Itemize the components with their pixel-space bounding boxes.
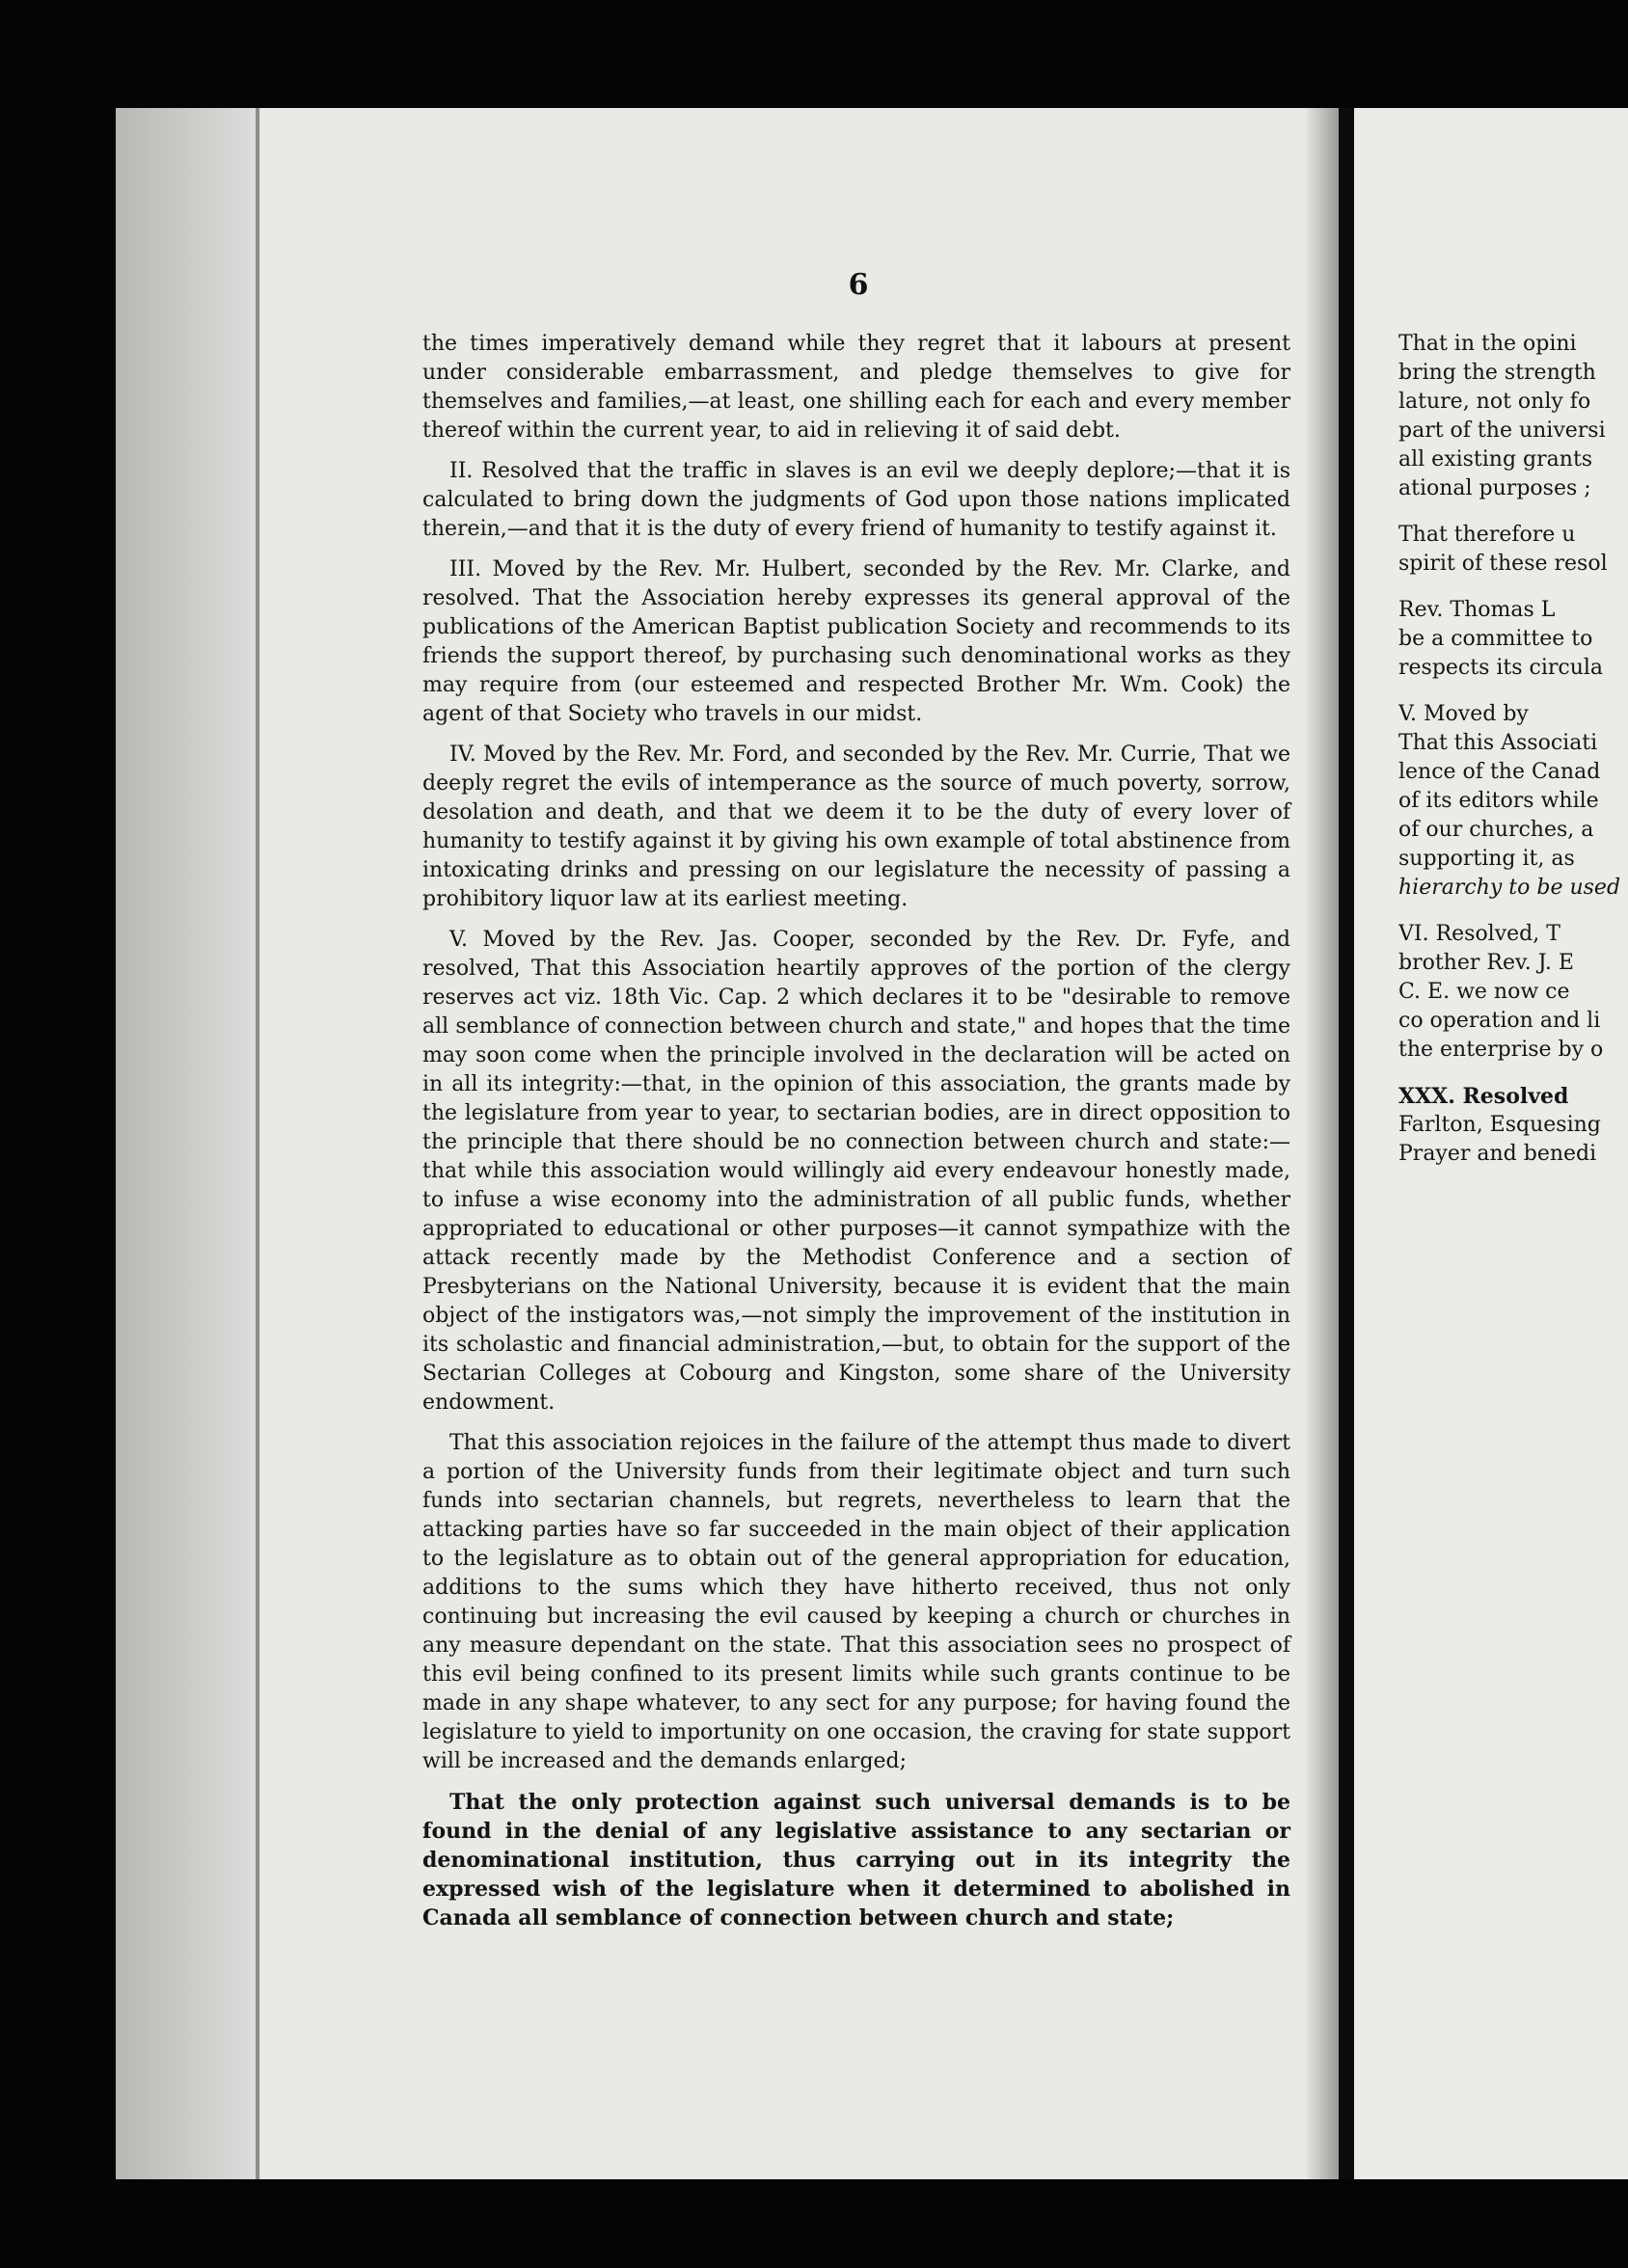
right-line: the enterprise by o <box>1398 1038 1604 1062</box>
page-number: 6 <box>848 268 869 302</box>
right-line: ational purposes ; <box>1398 476 1591 500</box>
main-text-column <box>422 330 1290 1944</box>
right-line: V. Moved by <box>1398 702 1529 726</box>
right-line: bring the strength <box>1398 361 1596 385</box>
right-line: brother Rev. J. E <box>1398 951 1574 975</box>
paragraph-protection: That the only protection against such universal demands is to be found in the denial of any legislative assistance to any sectarian or denominational institution, thus carrying out in its integrity the expressed wish of the legislature when it determined to abolished in Canada all semblance of connection between church and state; <box>422 1790 1290 1930</box>
paragraph-resolution-2: II. Resolved that the traffic in slaves is an evil we deeply deplore;—that it is calculated to bring down the judgments of God upon those nations implicated therein,—and that it is the duty of every friend of humanity to testify against it. <box>422 459 1290 541</box>
right-line: be a committee to <box>1398 627 1593 651</box>
left-margin-strip <box>116 108 260 2179</box>
right-line: lature, not only fo <box>1398 390 1591 414</box>
right-line: part of the universi <box>1398 418 1606 443</box>
right-line: Rev. Thomas L <box>1398 598 1556 622</box>
page-binding-shadow <box>1304 108 1339 2179</box>
right-line: lence of the Canad <box>1398 760 1601 784</box>
right-line: Prayer and benedi <box>1398 1142 1597 1166</box>
right-line: That therefore u <box>1398 523 1576 547</box>
paragraph-resolution-4: IV. Moved by the Rev. Mr. Ford, and seconded by the Rev. Mr. Currie, That we deeply regret the evils of intemperance as the source of much poverty, sorrow, desolation and death, and that we deem it to be the duty of every lover of humanity to testify against it by giving his own example of total abstinence from intoxicating drinks and pressing on our legislature the necessity of passing a prohibitory liquor law at its earliest meeting. <box>422 742 1290 911</box>
right-page-text <box>1398 330 1628 1169</box>
right-line: co operation and li <box>1398 1009 1601 1033</box>
right-line: That in the opini <box>1398 332 1577 356</box>
right-line: C. E. we now ce <box>1398 980 1570 1004</box>
right-line: respects its circula <box>1398 656 1604 680</box>
faded-table-bleedthrough <box>1389 1148 1628 2112</box>
right-line: XXX. Resolved <box>1398 1084 1569 1109</box>
right-line: Farlton, Esquesing <box>1398 1113 1601 1137</box>
right-line: all existing grants <box>1398 447 1593 472</box>
right-line: of its editors while <box>1398 789 1599 813</box>
margin-rule <box>256 108 259 2179</box>
paragraph-resolution-3: III. Moved by the Rev. Mr. Hulbert, seconded by the Rev. Mr. Clarke, and resolved. That the Association hereby expresses its general approval of the publications of the American Baptist publication Society and recommends to its friends the support thereof, by purchasing such denominational works as they may require from (our esteemed and respected Brother Mr. Wm. Cook) the agent of that Society who travels in our midst. <box>422 557 1290 726</box>
right-line: That this Associati <box>1398 731 1598 755</box>
right-line: supporting it, as <box>1398 847 1575 871</box>
paragraph-university-funds: That this association rejoices in the failure of the attempt thus made to divert a portion of the University funds from their legitimate object and turn such funds into sectarian channels, but regrets, nevertheless to learn that the attacking parties have so far succeeded in the main object of their application to the legislature as to obtain out of the general appropriation for education, additions to the sums which they have hitherto received, thus not only continuing but increasing the evil caused by keeping a church or churches in any measure dependant on the state. That this association sees no prospect of this evil being confined to its present limits while such grants continue to be made in any shape whatever, to any sect for any purpose; for having found the legislature to yield to importunity on one occasion, the craving for state support will be increased and the demands enlarged; <box>422 1431 1290 1773</box>
right-line: VI. Resolved, T <box>1398 922 1560 946</box>
right-line: hierarchy to be used <box>1398 876 1621 900</box>
book-gutter <box>1339 108 1354 2179</box>
right-line: of our churches, a <box>1398 818 1594 842</box>
paragraph-debt-pledge: the times imperatively demand while they regret that it labours at present under considerable embarrassment, and pledge themselves to give for themselves and families,—at least, one shilling each for each and every member thereof within the current year, to aid in relieving it of said debt. <box>422 332 1290 443</box>
paragraph-resolution-5: V. Moved by the Rev. Jas. Cooper, seconded by the Rev. Dr. Fyfe, and resolved, That this Association heartily approves of the portion of the clergy reserves act viz. 18th Vic. Cap. 2 which declares it to be "desirable to remove all semblance of connection between church and state," and hopes that the time may soon come when the principle involved in the declaration will be acted on in all its integrity:—that, in the opinion of this association, the grants made by the legislature from year to year, to sectarian bodies, are in direct opposition to the principle that there should be no connection between church and state:—that while this association would willingly aid every endeavour honestly made, to infuse a wise economy into the administration of all public funds, whether appropriated to educational or other purposes—it cannot sympathize with the attack recently made by the Methodist Conference and a section of Presbyterians on the National University, because it is evident that the main object of the instigators was,—not simply the improvement of the institution in its scholastic and financial administration,—but, to obtain for the support of the Sectarian Colleges at Cobourg and Kingston, some share of the University endowment. <box>422 928 1290 1415</box>
right-line: spirit of these resol <box>1398 552 1608 576</box>
